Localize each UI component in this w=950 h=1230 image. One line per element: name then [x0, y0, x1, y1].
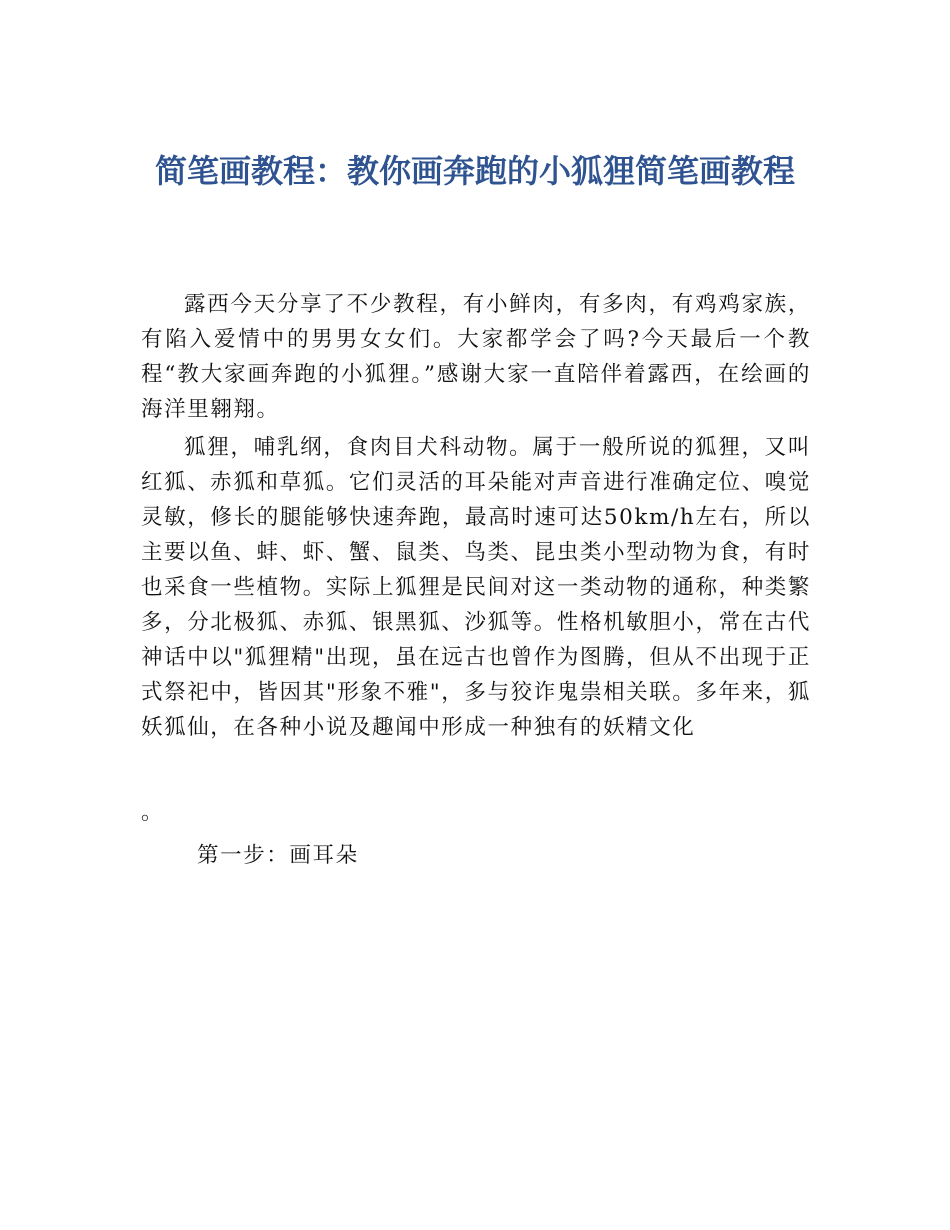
step-one-heading: 第一步：画耳朵: [197, 843, 359, 868]
intro-paragraph: 露西今天分享了不少教程，有小鲜肉，有多肉，有鸡鸡家族，有陷入爱情中的男男女女们。大家都学会了吗?今天最后一个教程“教大家画奔跑的小狐狸。”感谢大家一直陪伴着露西，在绘画的海洋里翱翔。: [141, 292, 811, 422]
fox-description-paragraph: 狐狸，哺乳纲，食肉目犬科动物。属于一般所说的狐狸，又叫红狐、赤狐和草狐。它们灵活的耳朵能对声音进行准确定位、嗅觉灵敏，修长的腿能够快速奔跑，最高时速可达50km/h左右，所以主要以鱼、蚌、虾、蟹、鼠类、鸟类、昆虫类小型动物为食，有时也采食一些植物。实际上狐狸是民间对这一类动物的通称，种类繁多，分北极狐、赤狐、银黑狐、沙狐等。性格机敏胆小，常在古代神话中以"狐狸精"出现，虽在远古也曾作为图腾，但从不出现于正式祭祀中，皆因其"形象不雅"，多与狡诈鬼祟相关联。多年来，狐妖狐仙，在各种小说及趣闻中形成一种独有的妖精文化: [141, 435, 811, 740]
trailing-punctuation: 。: [141, 800, 163, 825]
document-title: 简笔画教程：教你画奔跑的小狐狸简笔画教程: [154, 152, 795, 190]
